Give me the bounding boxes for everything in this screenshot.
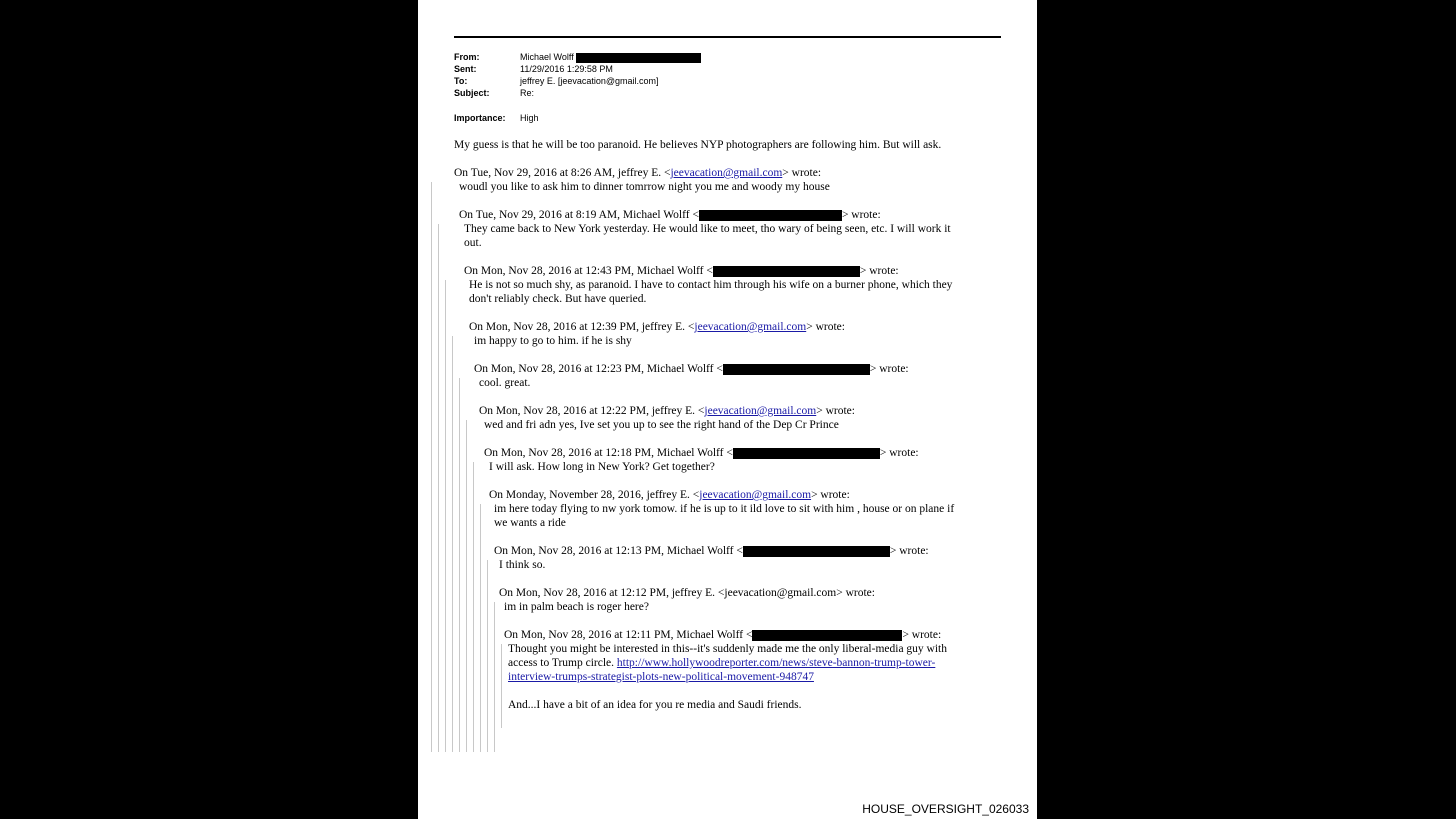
quote-text: im in palm beach is roger here? xyxy=(504,601,649,613)
attribution-text: On Mon, Nov 28, 2016 at 12:13 PM, Michael Wolff < xyxy=(494,545,743,557)
quote-bar xyxy=(438,224,439,752)
quote-text: im here today flying to nw york tomow. if he is up to it ild love to sit with him , house or on plane if xyxy=(494,503,955,515)
quote-attribution xyxy=(459,208,881,222)
article-link-continued[interactable]: interview-trumps-strategist-plots-new-political-movement-948747 xyxy=(508,671,814,683)
article-link[interactable]: http://www.hollywoodreporter.com/news/steve-bannon-trump-tower- xyxy=(616,657,936,669)
quote-attribution: On Mon, Nov 28, 2016 at 12:12 PM, jeffrey E. <jeevacation@gmail.com> wrote: xyxy=(499,587,875,599)
attribution-text: > wrote: xyxy=(869,363,909,375)
attribution-text: On Mon, Nov 28, 2016 at 12:11 PM, Michael Wolff < xyxy=(504,629,753,641)
attribution-text: > wrote: xyxy=(902,629,942,641)
redaction-bar xyxy=(713,266,860,277)
quote-text: we wants a ride xyxy=(494,517,566,529)
quote-text-part: access to Trump circle. xyxy=(508,657,617,669)
quote-bar xyxy=(459,378,460,752)
quote-bar xyxy=(466,420,467,752)
attribution-text: > wrote: xyxy=(859,265,899,277)
quote-text: out. xyxy=(464,237,482,249)
quote-attribution xyxy=(504,628,941,642)
email-link[interactable]: jeevacation@gmail.com xyxy=(694,321,807,333)
from-label: From: xyxy=(454,52,480,62)
quote-attribution xyxy=(494,544,929,558)
attribution-text: On Mon, Nov 28, 2016 at 12:39 PM, jeffrey E. < xyxy=(469,321,695,333)
attribution-text: On Mon, Nov 28, 2016 at 12:22 PM, jeffrey E. < xyxy=(479,405,705,417)
attribution-text: On Mon, Nov 28, 2016 at 12:23 PM, Michael Wolff < xyxy=(474,363,723,375)
bates-number: HOUSE_OVERSIGHT_026033 xyxy=(862,802,1029,816)
quote-text xyxy=(508,670,814,684)
to-label: To: xyxy=(454,76,468,86)
attribution-text: > wrote: xyxy=(811,489,850,501)
quote-text: wed and fri adn yes, Ive set you up to see the right hand of the Dep Cr Prince xyxy=(484,419,839,431)
quote-attribution xyxy=(479,404,855,418)
quote-text: I think so. xyxy=(499,559,546,571)
quote-text xyxy=(508,656,935,670)
email-link[interactable]: jeevacation@gmail.com xyxy=(704,405,817,417)
quote-text: Thought you might be interested in this--it's suddenly made me the only liberal-media guy with xyxy=(508,643,947,655)
attribution-text: > wrote: xyxy=(816,405,855,417)
quote-text: im happy to go to him. if he is shy xyxy=(474,335,632,347)
quote-attribution xyxy=(454,166,821,180)
from-name: Michael Wolff xyxy=(520,52,574,62)
quote-text: I will ask. How long in New York? Get together? xyxy=(489,461,715,473)
quote-bar xyxy=(473,462,474,752)
quote-attribution xyxy=(489,488,850,502)
quote-bar xyxy=(431,182,432,752)
attribution-text: > wrote: xyxy=(841,209,881,221)
importance-value: High xyxy=(520,113,539,123)
quote-text: He is not so much shy, as paranoid. I have to contact him through his wife on a burner phone, which they xyxy=(469,279,953,291)
subject-value: Re: xyxy=(520,88,535,98)
body-lead: My guess is that he will be too paranoid. He believes NYP photographers are following him. But will ask. xyxy=(454,139,942,151)
importance-label: Importance: xyxy=(454,113,506,123)
quote-attribution xyxy=(484,446,919,460)
attribution-text: > wrote: xyxy=(879,447,919,459)
quote-bar xyxy=(445,280,446,752)
attribution-text: > wrote: xyxy=(889,545,929,557)
quote-attribution xyxy=(469,320,845,334)
sent-label: Sent: xyxy=(454,64,477,74)
header-rule xyxy=(454,36,1001,38)
attribution-text: On Monday, November 28, 2016, jeffrey E. < xyxy=(489,489,700,501)
attribution-text: > wrote: xyxy=(806,321,845,333)
quote-bar xyxy=(494,602,495,752)
redaction-bar xyxy=(743,546,890,557)
from-value xyxy=(520,51,701,63)
quote-bar xyxy=(487,560,488,752)
sent-value: 11/29/2016 1:29:58 PM xyxy=(520,64,613,74)
quote-text: don't reliably check. But have queried. xyxy=(469,293,647,305)
quote-text: They came back to New York yesterday. He would like to meet, tho wary of being seen, etc. I will work it xyxy=(464,223,951,235)
quote-bar xyxy=(480,504,481,752)
quote-attribution xyxy=(474,362,909,376)
redaction-bar xyxy=(699,210,842,221)
email-link[interactable]: jeevacation@gmail.com xyxy=(699,489,812,501)
redaction-bar xyxy=(576,53,701,63)
attribution-text: On Mon, Nov 28, 2016 at 12:43 PM, Michael Wolff < xyxy=(464,265,713,277)
redaction-bar xyxy=(752,630,902,641)
document-page xyxy=(418,0,1037,819)
redaction-bar xyxy=(733,448,880,459)
quote-bar xyxy=(452,336,453,752)
quote-text: woudl you like to ask him to dinner tomrrow night you me and woody my house xyxy=(459,181,830,193)
subject-label: Subject: xyxy=(454,88,490,98)
redaction-bar xyxy=(723,364,870,375)
email-link[interactable]: jeevacation@gmail.com xyxy=(670,167,783,179)
quote-text: cool. great. xyxy=(479,377,531,389)
quote-attribution xyxy=(464,264,899,278)
attribution-text: > wrote: xyxy=(782,167,822,179)
attribution-text: On Mon, Nov 28, 2016 at 12:18 PM, Michael Wolff < xyxy=(484,447,733,459)
attribution-text: On Tue, Nov 29, 2016 at 8:26 AM, jeffrey E. < xyxy=(454,167,671,179)
quote-text: And...I have a bit of an idea for you re media and Saudi friends. xyxy=(508,699,802,711)
to-value: jeffrey E. [jeevacation@gmail.com] xyxy=(520,76,659,86)
quote-bar xyxy=(501,644,502,728)
attribution-text: On Tue, Nov 29, 2016 at 8:19 AM, Michael Wolff < xyxy=(459,209,699,221)
